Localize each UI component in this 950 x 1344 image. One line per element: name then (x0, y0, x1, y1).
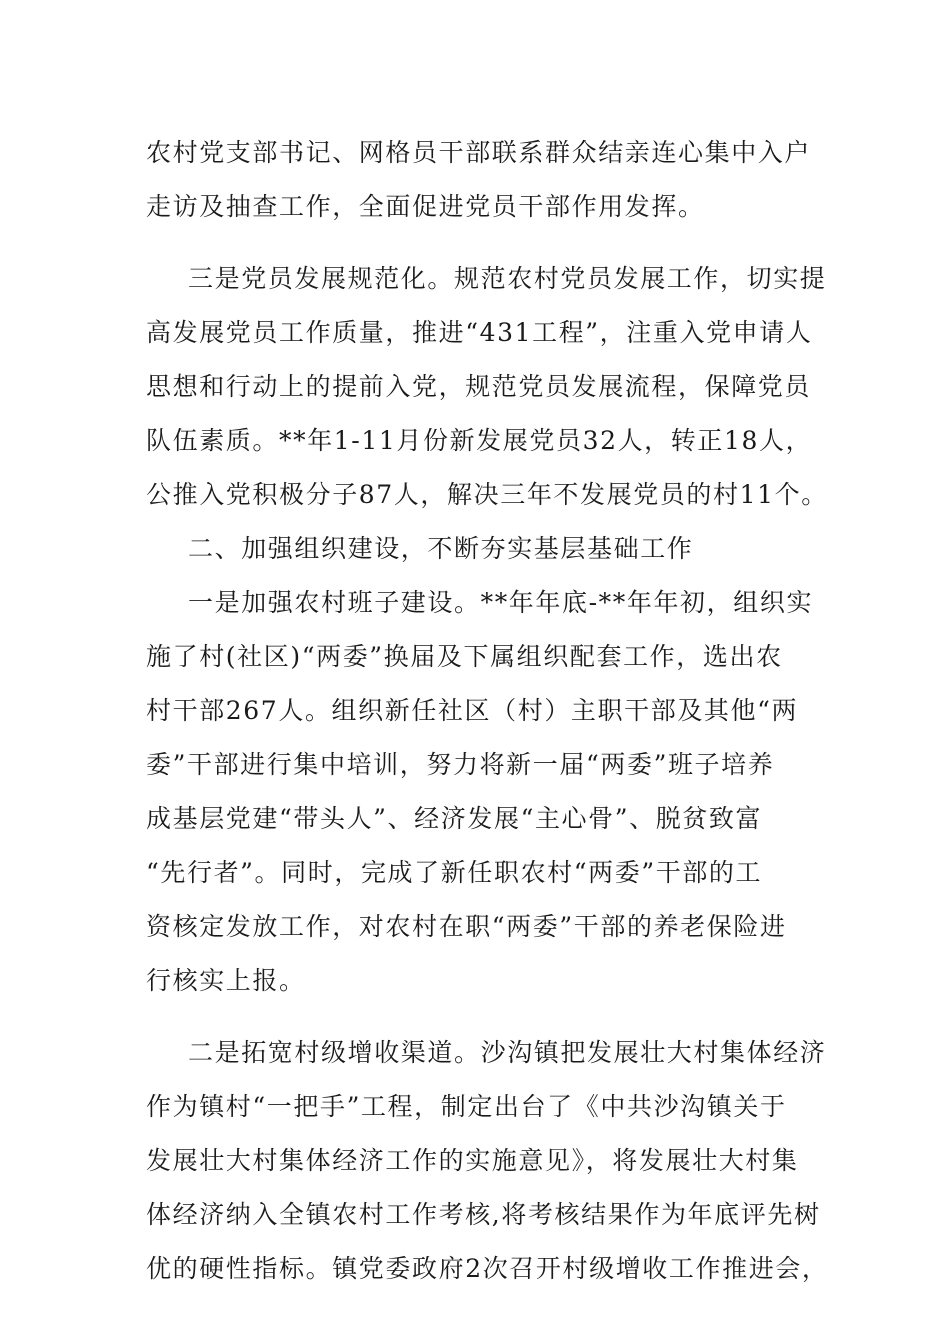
text-line: 作为镇村“一把手”工程，制定出台了《中共沙沟镇关于 (146, 1092, 787, 1121)
text-line: 委”干部进行集中培训，努力将新一届“两委”班子培养 (146, 750, 775, 779)
text-line: 发展壮大村集体经济工作的实施意见》，将发展壮大村集 (146, 1146, 799, 1175)
text-line: 二、加强组织建设，不断夯实基层基础工作 (188, 534, 694, 563)
text-line: 体经济纳入全镇农村工作考核,将考核结果作为年底评先树 (146, 1200, 821, 1229)
text-line: 公推入党积极分子87人，解决三年不发展党员的村11个。 (146, 480, 828, 509)
text-line: 三是党员发展规范化。规范农村党员发展工作，切实提 (188, 264, 827, 293)
text-line: 优的硬性指标。镇党委政府2次召开村级增收工作推进会， (146, 1254, 829, 1283)
text-line: 农村党支部书记、网格员干部联系群众结亲连心集中入户 (146, 138, 812, 167)
text-line: 成基层党建“带头人”、经济发展“主心骨”、脱贫致富 (146, 804, 763, 833)
text-line: 施了村(社区)“两委”换届及下属组织配套工作，选出农 (146, 642, 783, 671)
paragraph-3 (146, 576, 814, 1008)
text-line: 高发展党员工作质量，推进“431工程”，注重入党申请人 (146, 318, 813, 347)
text-line: 二是拓宽村级增收渠道。沙沟镇把发展壮大村集体经济 (188, 1038, 827, 1067)
text-line: 行核实上报。 (146, 966, 306, 995)
section-heading (146, 522, 806, 576)
text-line: 村干部267人。组织新任社区（村）主职干部及其他“两 (146, 696, 799, 725)
paragraph-4 (146, 1026, 829, 1296)
text-line: 一是加强农村班子建设。**年年底-**年年初，组织实 (188, 588, 814, 617)
text-line: 队伍素质。**年1-11月份新发展党员32人，转正18人， (146, 426, 813, 455)
paragraph-2 (146, 252, 828, 522)
text-line: 走访及抽查工作，全面促进党员干部作用发挥。 (146, 192, 705, 221)
text-line: 资核定发放工作，对农村在职“两委”干部的养老保险进 (146, 912, 787, 941)
paragraph-1 (146, 126, 812, 234)
text-line: “先行者”。同时，完成了新任职农村“两委”干部的工 (146, 858, 763, 887)
text-line: 思想和行动上的提前入党，规范党员发展流程，保障党员 (146, 372, 812, 401)
document-page (146, 126, 829, 1296)
